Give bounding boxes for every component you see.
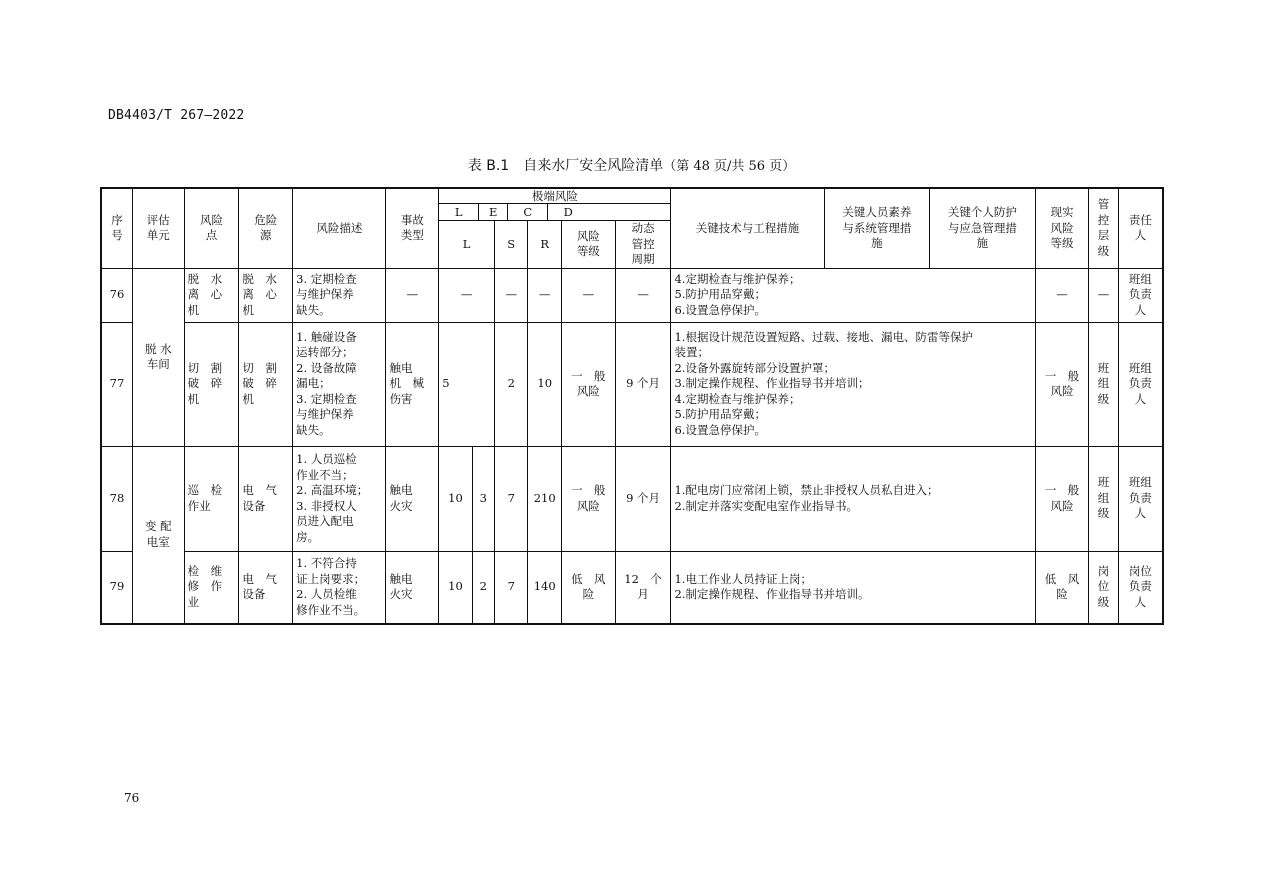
responsible-person: 班组 负责 人 (1118, 446, 1163, 551)
header-dynamic-period: 动态 管控 周期 (615, 221, 671, 269)
control-level: 岗 位 级 (1089, 551, 1118, 624)
risk-point: 脱 水 离 心 机 (184, 268, 239, 322)
real-risk-level: — (1035, 268, 1089, 322)
control-period: 9 个月 (615, 322, 671, 446)
header-L: L (439, 204, 479, 220)
header-accident-type: 事故 类型 (386, 188, 439, 268)
responsible-person: 岗位 负责 人 (1118, 551, 1163, 624)
control-period: 12 个 月 (615, 551, 671, 624)
header-real-risk-level: 现实 风险 等级 (1035, 188, 1089, 268)
table-row (101, 322, 1163, 446)
risk-level: 一 般 风险 (561, 446, 615, 551)
header-risk-level: 风险 等级 (561, 221, 615, 269)
tech-measures: 1.配电房门应常闭上锁，禁止非授权人员私自进入； 2.制定并落实变配电室作业指导书。 (671, 446, 1035, 551)
control-period: — (615, 268, 671, 322)
value-E: 2 (472, 551, 494, 624)
risk-description: 3. 定期检查 与维护保养 缺失。 (293, 268, 386, 322)
hazard-source: 切 割 破 碎 机 (239, 322, 293, 446)
table-row (101, 446, 1163, 551)
value-E: 3 (472, 446, 494, 551)
hazard-source: 脱 水 离 心 机 (239, 268, 293, 322)
control-level: — (1089, 268, 1118, 322)
risk-level: — (561, 268, 615, 322)
page-number: 76 (124, 791, 140, 805)
risk-point: 巡 检 作业 (184, 446, 239, 551)
row-no: 77 (101, 322, 132, 446)
control-period: 9 个月 (615, 446, 671, 551)
value-C: 2 (495, 322, 528, 446)
accident-type: 触电 火灾 (386, 446, 439, 551)
responsible-person: 班组 负责 人 (1118, 268, 1163, 322)
header-D: D (563, 205, 573, 219)
value-C: 7 (495, 446, 528, 551)
table-title-label: 表 B.1 自来水厂安全风险清单 (467, 158, 664, 174)
risk-description: 1. 人员巡检 作业不当； 2. 高温环境； 3. 非授权人 员进入配电 房。 (293, 446, 386, 551)
header-row-1 (101, 188, 1163, 221)
value-D: 210 (528, 446, 561, 551)
hazard-source: 电 气 设备 (239, 551, 293, 624)
real-risk-level: 一 般 风险 (1035, 446, 1089, 551)
value-L: 5 (439, 322, 495, 446)
header-extreme-risk: 极端风险 (439, 189, 670, 204)
header-no: 序 号 (101, 188, 132, 268)
real-risk-level: 一 般 风险 (1035, 322, 1089, 446)
table-title-pages: （第 48 页/共 56 页） (663, 159, 796, 174)
tech-measures: 4.定期检查与维护保养； 5.防护用品穿戴； 6.设置急停保护。 (671, 268, 1035, 322)
accident-type: 触电 机 械 伤害 (386, 322, 439, 446)
header-S: S (495, 221, 528, 269)
value-C: — (495, 268, 528, 322)
responsible-person: 班组 负责 人 (1118, 322, 1163, 446)
accident-type: — (386, 268, 439, 322)
risk-level: 低 风 险 (561, 551, 615, 624)
tech-measures: 1.电工作业人员持证上岗； 2.制定操作规程、作业指导书并培训。 (671, 551, 1035, 624)
real-risk-level: 低 风 险 (1035, 551, 1089, 624)
header-personnel-measures: 关键人员素养 与系统管理措 施 (824, 188, 929, 268)
tech-measures: 1.根据设计规范设置短路、过载、接地、漏电、防雷等保护 装置； 2.设备外露旋转部分设置护罩； 3.制定操作规程、作业指导书并培训； 4.定期检查与维护保养； 5.防护用品穿戴； 6.设置急停保护。 (671, 322, 1035, 446)
header-description: 风险描述 (293, 188, 386, 268)
header-E: E (479, 204, 508, 220)
value-C: 7 (495, 551, 528, 624)
value-D: 140 (528, 551, 561, 624)
risk-point: 切 割 破 碎 机 (184, 322, 239, 446)
table-title (0, 155, 1263, 175)
hazard-source: 电 气 设备 (239, 446, 293, 551)
header-control-level: 管 控 层 级 (1089, 188, 1118, 268)
row-no: 76 (101, 268, 132, 322)
value-L: 10 (439, 446, 472, 551)
control-level: 班 组 级 (1089, 322, 1118, 446)
table-row (101, 268, 1163, 322)
header-ppe-measures: 关键个人防护 与应急管理措 施 (930, 188, 1035, 268)
risk-point: 检 维 修 作 业 (184, 551, 239, 624)
table-row (101, 551, 1163, 624)
unit-substation: 变 配 电室 (132, 446, 184, 624)
value-L: — (439, 268, 495, 322)
value-L: 10 (439, 551, 472, 624)
unit-dewatering-workshop: 脱 水 车间 (132, 268, 184, 446)
value-D: 10 (528, 322, 561, 446)
control-level: 班 组 级 (1089, 446, 1118, 551)
header-extreme-risk-group (439, 188, 671, 221)
risk-table (100, 187, 1164, 625)
header-unit: 评估 单元 (132, 188, 184, 268)
row-no: 78 (101, 446, 132, 551)
header-R: R (528, 221, 561, 269)
risk-description: 1. 不符合持 证上岗要求； 2. 人员检维 修作业不当。 (293, 551, 386, 624)
header-tech-measures: 关键技术与工程措施 (671, 188, 824, 268)
header-responsible: 责任 人 (1118, 188, 1163, 268)
header-C: C (508, 204, 548, 220)
header-L2: L (439, 221, 495, 269)
row-no: 79 (101, 551, 132, 624)
risk-level: 一 般 风险 (561, 322, 615, 446)
risk-description: 1. 触碰设备 运转部分； 2. 设备故障 漏电； 3. 定期检查 与维护保养 缺失。 (293, 322, 386, 446)
accident-type: 触电 火灾 (386, 551, 439, 624)
document-code: DB4403/T 267—2022 (108, 108, 245, 123)
header-risk-point: 风险 点 (184, 188, 239, 268)
value-D: — (528, 268, 561, 322)
header-hazard: 危险 源 (239, 188, 293, 268)
